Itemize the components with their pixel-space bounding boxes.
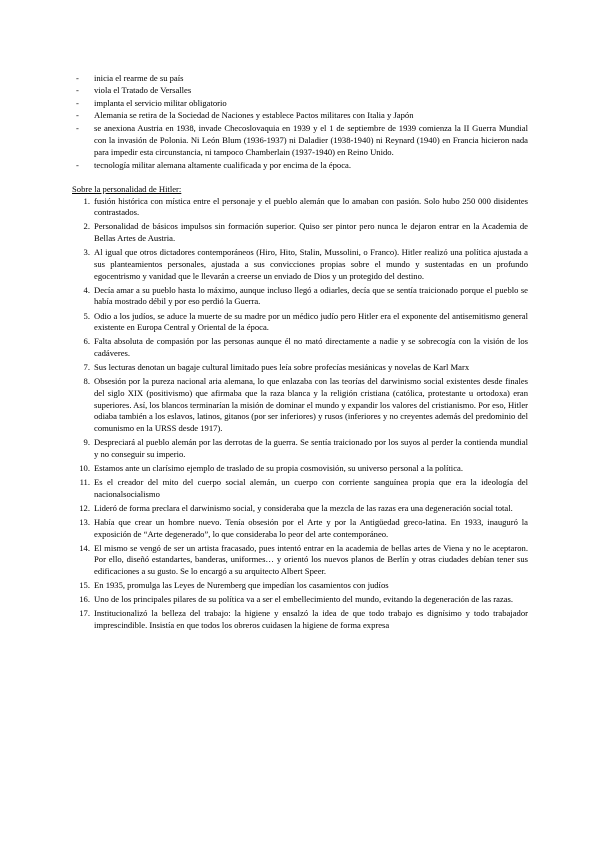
bullet-item: - implanta el servicio militar obligatorio bbox=[76, 97, 227, 108]
numbered-list bbox=[72, 196, 528, 632]
list-item: 12. Lideró de forma preclara el darwinismo social, y consideraba que la mezcla de las razas era una degeneración social total. bbox=[79, 502, 513, 513]
list-item: 9. Despreciará al pueblo alemán por las derrotas de la guerra. Se sentía traicionado por los suyos al perder la contienda mundial y no conseguir su imperio. bbox=[83, 437, 528, 459]
bullet-item: - tecnología militar alemana altamente cualificada y por encima de la época. bbox=[76, 159, 351, 170]
document-page bbox=[72, 72, 528, 634]
bullet-item: - inicia el rearme de su país bbox=[76, 73, 184, 83]
list-item: 7. Sus lecturas denotan un bagaje cultural limitado pues leía sobre profecías mesiánicas y novelas de Karl Marx bbox=[83, 362, 470, 373]
list-item: 14. El mismo se vengó de ser un artista fracasado, pues intentó entrar en la academia de bellas artes de Viena y no le aceptaron. Por ello, diseñó estandartes, banderas, uniformes… y orientó los nuevos planos de Berlín y otras ciudades debían tener sus edificaciones a su gusto. Se lo encargó a su arquitecto Albert Speer. bbox=[79, 542, 528, 577]
list-item: 1. fusión histórica con mística entre el personaje y el pueblo alemán que lo amaban con pasión. Solo hubo 250 000 disidentes contrastados. bbox=[83, 195, 528, 218]
list-item: 5. Odio a los judíos, se aduce la muerte de su madre por un médico judío pero Hitler era el exponente del antisemitismo general existente en Europa Central y Oriental de la época. bbox=[83, 310, 528, 333]
list-item: 6. Falta absoluta de compasión por las personas aunque él no mató directamente a nadie y se sobrecogía con la visión de los cadáveres. bbox=[83, 336, 528, 359]
list-item: 4. Decía amar a su pueblo hasta lo máximo, aunque incluso llegó a odiarles, decía que se sentía traicionado porque el pueblo se había mostrado débil y por eso perdió la Guerra. bbox=[83, 284, 528, 307]
list-item: 10. Estamos ante un clarísimo ejemplo de traslado de su propia cosmovisión, su universo personal a la política. bbox=[79, 462, 463, 473]
list-item: 11. Es el creador del mito del cuerpo social alemán, un cuerpo con corriente sanguínea propia que era la ideología del nacionalsocialismo bbox=[79, 477, 528, 499]
bullet-item: - viola el Tratado de Versalles bbox=[76, 85, 192, 96]
list-item: 15. En 1935, promulga las Leyes de Nuremberg que impedían los casamientos con judíos bbox=[79, 580, 389, 591]
list-item: 17. Institucionalizó la belleza del trabajo: la higiene y ensalzó la idea de que todo trabajo es dignísimo y todo trabajador imprescindible. Insistía en que todos los obreros cuidasen la higiene de forma expresa bbox=[79, 608, 528, 631]
list-item: 2. Personalidad de básicos impulsos sin formación superior. Quiso ser pintor pero nunca le dejaron entrar en la Academia de Bellas Artes de Austria. bbox=[83, 221, 528, 244]
list-item: 8. Obsesión por la pureza nacional aria alemana, lo que enlazaba con las teorías del darwinismo social existentes desde finales del siglo XIX (positivismo) que afirmaba que la raza blanca y la religión cristiana (católica, protestante u ortodoxa) eran superiores. Así, los blancos terminarían la misión de dominar el mundo y expandir los valores del cristianismo. Por eso, Hitler odiaba también a los eslavos, latinos, gitanos (por ser inferiores) y rusos (inferiores y no creyentes además del predominio del comunismo en la URSS desde 1917). bbox=[83, 376, 528, 434]
bullet-item: - se anexiona Austria en 1938, invade Checoslovaquia en 1939 y el 1 de septiembre de 1939 comienza la II Guerra Mundial con la invasión de Polonia. Ni León Blum (1936-1937) ni Daladier (1938-1940) ni Reynard (1940) en Francia hicieron nada para impedir esta circunstancia, ni tampoco Chamberlain (1937-1940) en Reino Unido. bbox=[76, 122, 528, 158]
bullet-item: - Alemania se retira de la Sociedad de Naciones y establece Pactos militares con Italia y Japón bbox=[76, 110, 414, 121]
section-heading: Sobre la personalidad de Hitler: bbox=[72, 184, 182, 195]
list-item: 13. Había que crear un hombre nuevo. Tenía obsesión por el Arte y por la Antigüedad greco-latina. En 1933, inauguró la exposición de “Arte degenerado”, lo que consideraba lo peor del arte contemporáneo. bbox=[79, 516, 528, 539]
list-item: 3. Al igual que otros dictadores contemporáneos (Hiro, Hito, Stalin, Mussolini, o Franco). Hitler realizó una política ajustada a sus planteamientos personales, ajustada a sus convicciones propias sobre el mundo y sustentadas en un profundo egocentrismo y vanidad que le llevarán a creerse un enviado de Dios y un protegido del destino. bbox=[83, 247, 528, 281]
bullet-list bbox=[72, 72, 528, 171]
list-item: 16. Uno de los principales pilares de su política va a ser el embellecimiento del mundo, evitando la degeneración de las razas. bbox=[79, 594, 514, 605]
